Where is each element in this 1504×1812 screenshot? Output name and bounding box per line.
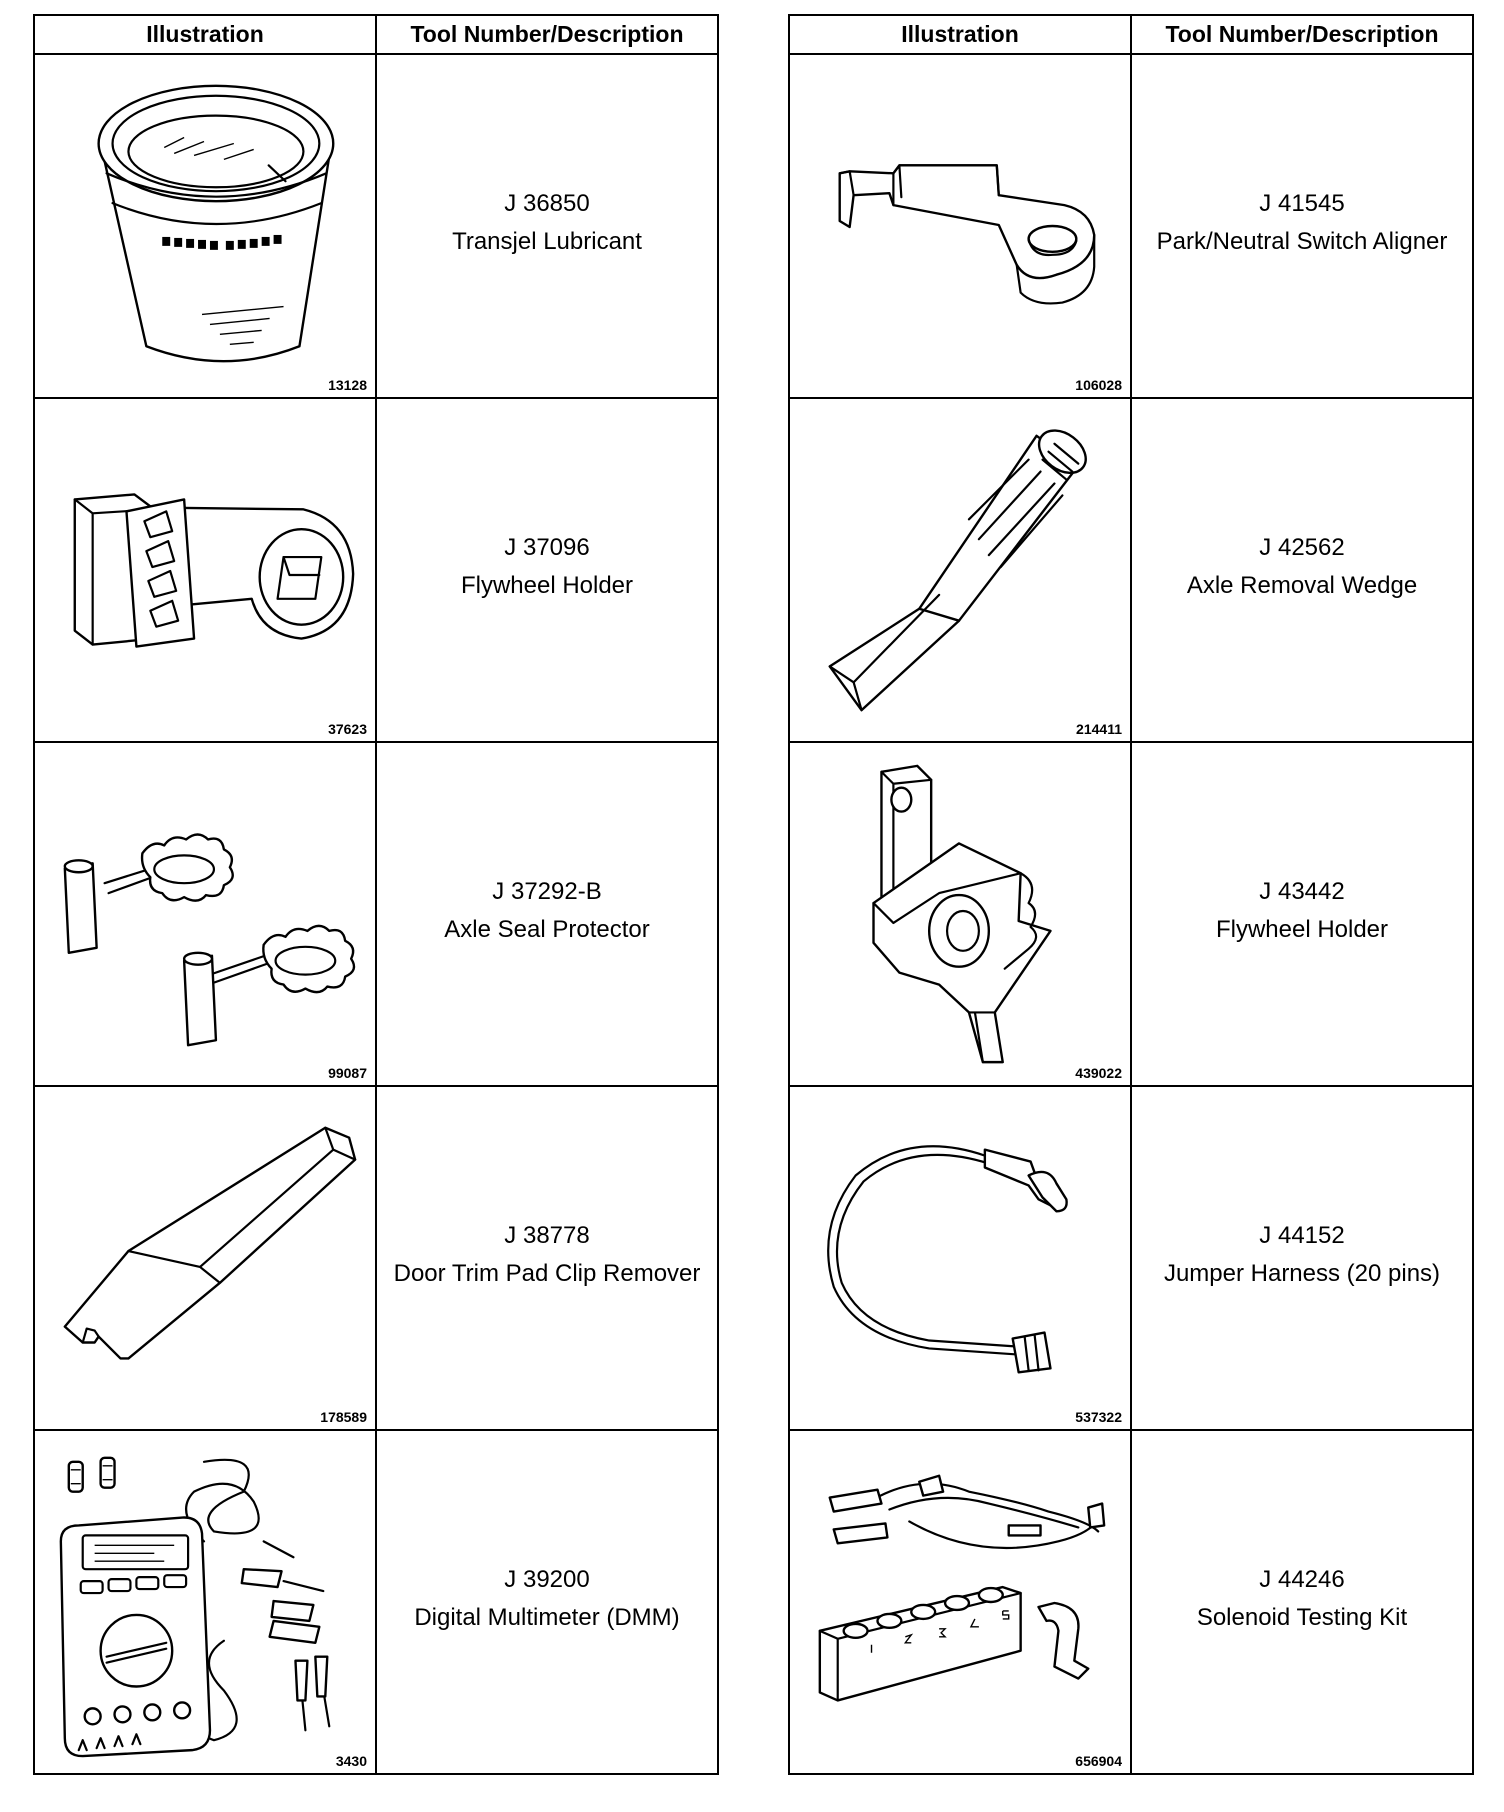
illustration-header: Illustration (789, 15, 1131, 54)
description-cell (376, 398, 718, 742)
tool-description: Solenoid Testing Kit (1196, 1603, 1408, 1631)
description-cell (376, 1086, 718, 1430)
table-row (34, 54, 718, 398)
illustration-cell (34, 1430, 376, 1774)
tool-number: J 36850 (504, 189, 590, 217)
tools-table-left (33, 14, 719, 1775)
illustration-header: Illustration (34, 15, 376, 54)
tool-description: Park/Neutral Switch Aligner (1156, 227, 1448, 255)
figure-id: 37623 (328, 721, 367, 737)
tool-number: J 41545 (1259, 189, 1345, 217)
description-cell (376, 742, 718, 1086)
description-cell (1131, 742, 1473, 1086)
table-row (789, 1430, 1473, 1774)
illustration-cell (789, 54, 1131, 398)
table-row (34, 1430, 718, 1774)
illustration-cell (789, 742, 1131, 1086)
tool-number: J 44152 (1259, 1221, 1345, 1249)
table-row (789, 1086, 1473, 1430)
axle-seal-protector-icon (35, 743, 375, 1085)
table-row (789, 742, 1473, 1086)
figure-id: 439022 (1075, 1065, 1122, 1081)
flywheel-holder-icon (35, 399, 375, 741)
table-row (34, 398, 718, 742)
table-row (789, 398, 1473, 742)
tool-number: J 38778 (504, 1221, 590, 1249)
tool-description: Flywheel Holder (1215, 915, 1389, 943)
table-header-row (34, 15, 718, 54)
figure-id: 656904 (1075, 1753, 1122, 1769)
illustration-cell (34, 1086, 376, 1430)
tool-description: Axle Seal Protector (444, 915, 650, 943)
table-header-row (789, 15, 1473, 54)
tools-table-right (788, 14, 1474, 1775)
clip-remover-icon (35, 1087, 375, 1429)
tool-description: Axle Removal Wedge (1186, 571, 1418, 599)
tool-number: J 44246 (1259, 1565, 1345, 1593)
tool-description: Jumper Harness (20 pins) (1163, 1259, 1441, 1287)
illustration-cell (34, 742, 376, 1086)
tool-number: J 37096 (504, 533, 590, 561)
figure-id: 13128 (328, 377, 367, 393)
description-cell (1131, 1430, 1473, 1774)
tool-number: J 43442 (1259, 877, 1345, 905)
table-row (789, 54, 1473, 398)
multimeter-icon (35, 1431, 375, 1773)
tool-description: Door Trim Pad Clip Remover (393, 1259, 701, 1287)
description-cell (1131, 1086, 1473, 1430)
axle-wedge-icon (790, 399, 1130, 741)
figure-id: 178589 (320, 1409, 367, 1425)
jumper-harness-icon (790, 1087, 1130, 1429)
tool-number: J 39200 (504, 1565, 590, 1593)
figure-id: 106028 (1075, 377, 1122, 393)
figure-id: 214411 (1076, 721, 1122, 737)
table-row (34, 742, 718, 1086)
illustration-cell (789, 398, 1131, 742)
description-cell (376, 1430, 718, 1774)
flywheel-holder-icon (790, 743, 1130, 1085)
tool-description: Flywheel Holder (460, 571, 634, 599)
tool-number: J 37292-B (492, 877, 602, 905)
illustration-cell (34, 54, 376, 398)
illustration-cell (789, 1086, 1131, 1430)
tool-description: Transjel Lubricant (452, 227, 642, 255)
figure-id: 3430 (335, 1753, 367, 1769)
lubricant-tub-icon (35, 55, 375, 397)
illustration-cell (789, 1430, 1131, 1774)
switch-aligner-icon (790, 55, 1130, 397)
description-cell (1131, 398, 1473, 742)
tool-number-description-header: Tool Number/Description (376, 15, 718, 54)
figure-id: 537322 (1075, 1409, 1122, 1425)
tool-number: J 42562 (1259, 533, 1345, 561)
table-row (34, 1086, 718, 1430)
description-cell (1131, 54, 1473, 398)
illustration-cell (34, 398, 376, 742)
solenoid-kit-icon (790, 1431, 1130, 1773)
tool-description: Digital Multimeter (DMM) (414, 1603, 680, 1631)
description-cell (376, 54, 718, 398)
figure-id: 99087 (328, 1065, 367, 1081)
tool-number-description-header: Tool Number/Description (1131, 15, 1473, 54)
